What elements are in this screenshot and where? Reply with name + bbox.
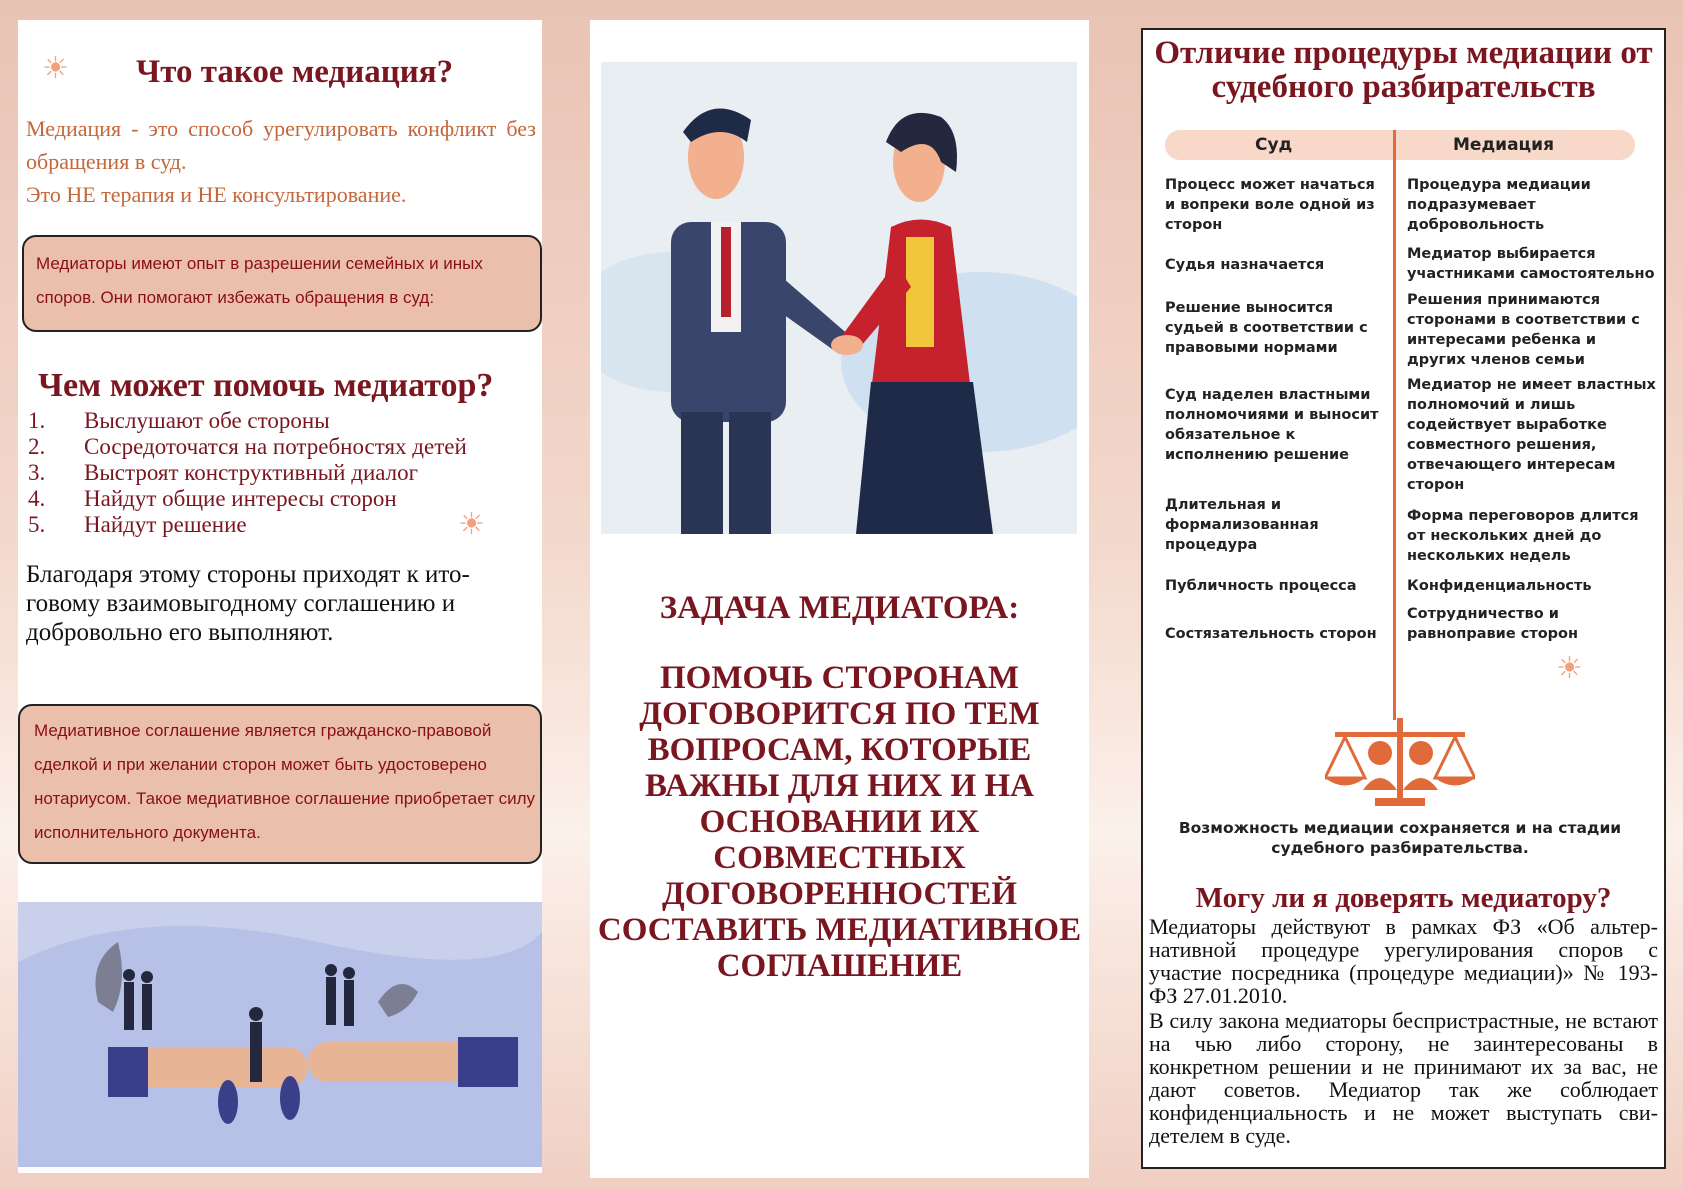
result-text: Благодаря этому стороны приходят к ито-говому взаимовыгодному соглашению и добровольно его выполняют. [26, 561, 470, 646]
law-text [1149, 915, 1658, 1149]
row-court-cell: Состязательность сторон [1165, 626, 1377, 642]
law-paragraph-2: В силу закона медиаторы беспристрастные, не встают на чью либо сторону, не заинтересованы в конкретном решении и не принимают их за вас, не дают советов. Медиатор так же соблюдает конфиденциальность и не может выступать сви-детелем в суде. [1149, 1008, 1658, 1148]
trust-title: Могу ли я доверять медиатору? [1195, 882, 1612, 914]
list-item: 2. Сосредоточатся на потребностях детей [28, 434, 467, 459]
task-text: ПОМОЧЬ СТОРОНАМ ДОГОВОРИТСЯ ПО ТЕМ ВОПРОСАМ, КОТОРЫЕ ВАЖНЫ ДЛЯ НИХ И НА ОСНОВАНИИ ИХ СОВМЕСТНЫХ ДОГОВОРЕННОСТЕЙ СОСТАВИТЬ МЕДИАТИВНОЕ СОГЛАШЕНИЕ [597, 660, 1082, 984]
row-mediation-cell: Решения принимаются сторонами в соответствии с интересами ребенка и других членов семьи [1407, 292, 1640, 368]
sun-icon: ☀ [1556, 651, 1583, 686]
mediators-experience-box: Медиаторы имеют опыт в разрешении семейных и иных споров. Они помогают избежать обращения в суд: [22, 235, 542, 332]
sun-icon: ☀ [458, 507, 485, 542]
list-item: 5. Найдут решение [28, 512, 247, 537]
row-court-cell: Процесс может начаться и вопреки воле одной из сторон [1165, 177, 1375, 233]
row-court-cell: Публичность процесса [1165, 578, 1357, 594]
row-mediation-cell: Медиатор выбирается участниками самостоятельно [1407, 246, 1655, 282]
header-mediation: Медиация [1453, 135, 1554, 155]
row-mediation-cell: Медиатор не имеет властных полномочий и лишь содействует выработке совместного решения, отвечающего интересам сторон [1407, 377, 1656, 493]
table-header [1165, 130, 1635, 160]
sun-icon: ☀ [42, 51, 69, 86]
intro-line-1: Медиация - это способ урегулировать конфликт без обращения в суд. [26, 116, 536, 174]
negotiation-illustration [18, 902, 542, 1167]
header-court: Суд [1255, 135, 1293, 155]
row-mediation-cell: Процедура медиации подразумевает добровольность [1407, 177, 1591, 233]
agreement-box: Медиативное соглашение является гражданско-правовой сделкой и при желании сторон может быть удостоверено нотариусом. Такое медиативное соглашение приобретает силу исполнительного документа. [18, 704, 542, 864]
row-court-cell: Суд наделен властными полномочиями и выносит обязательное к исполнению решение [1165, 387, 1379, 463]
row-court-cell: Решение выносится судьей в соответствии с правовыми нормами [1165, 300, 1368, 356]
row-mediation-cell: Форма переговоров длится от нескольких дней до нескольких недель [1407, 508, 1639, 564]
comparison-table [1165, 130, 1655, 870]
law-paragraph-1: Медиаторы действуют в рамках ФЗ «Об альтер-нативной процедуре урегулирования споров с участие посредника (процедуре медиации)» № 193-ФЗ 27.01.2010. [1149, 914, 1658, 1008]
comparison-title: Отличие процедуры медиации от судебного разбирательств [1154, 35, 1653, 105]
mediation-note: Возможность медиации сохраняется и на стадии судебного разбирательства. [1178, 819, 1622, 857]
how-mediator-helps-title: Чем может помочь медиатор? [38, 367, 494, 404]
intro-line-2: Это НЕ терапия и НЕ консультирование. [26, 182, 407, 207]
mediator-task [590, 590, 1089, 984]
right-panel [1141, 28, 1666, 1169]
left-panel [18, 20, 542, 1173]
intro-text [26, 112, 536, 211]
column-divider [1393, 130, 1396, 720]
what-is-mediation-title: Что такое медиация? [136, 54, 454, 90]
row-court-cell: Длительная и формализованная процедура [1165, 497, 1319, 553]
row-mediation-cell: Сотрудничество и равноправие сторон [1407, 606, 1579, 642]
row-court-cell: Судья назначается [1165, 257, 1325, 273]
task-title: ЗАДАЧА МЕДИАТОРА: [659, 590, 1020, 626]
list-item: 3. Выстроят конструктивный диалог [28, 460, 419, 485]
row-mediation-cell: Конфиденциальность [1407, 578, 1592, 594]
handshake-illustration [601, 62, 1077, 534]
help-list [28, 408, 467, 538]
scales-icon [1325, 718, 1475, 813]
list-item: 1. Выслушают обе стороны [28, 408, 330, 433]
middle-panel [590, 20, 1089, 1178]
list-item: 4. Найдут общие интересы сторон [28, 486, 397, 511]
